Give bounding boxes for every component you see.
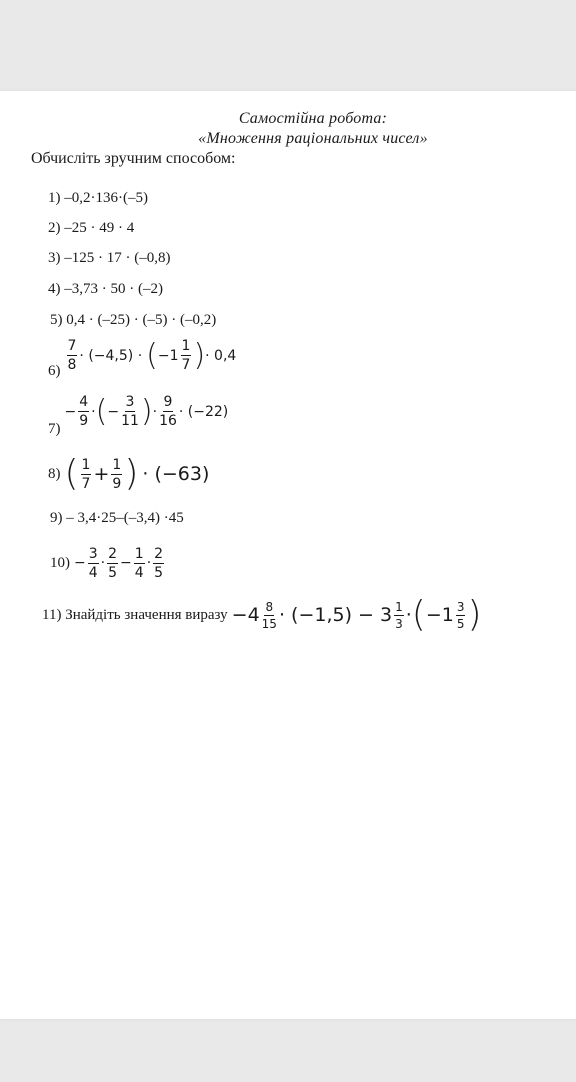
problem-11-text: 11) Знайдіть значення виразу	[42, 606, 228, 623]
fraction-9-16: $\frac{9}{16}$	[159, 394, 177, 429]
problem-8-label: 8)	[48, 465, 61, 482]
fraction-1-9: $\frac{1}{9}$	[112, 456, 122, 492]
worksheet-subtitle: «Множення раціональних чисел»	[198, 130, 428, 147]
problem-8-expression: ( $\frac{1}{7}$ + $\frac{1}{9}$ ) · (−63)	[64, 453, 210, 494]
fraction-7-8: $\frac{7}{8}$	[67, 338, 77, 373]
fraction-1-4: $\frac{1}{4}$	[134, 545, 144, 581]
worksheet-page	[0, 91, 576, 1019]
problem-11	[42, 594, 482, 636]
problem-8	[48, 451, 209, 497]
problem-7-label: 7)	[48, 421, 61, 437]
problem-10-label: 10)	[50, 554, 70, 571]
fraction-2-5: $\frac{2}{5}$	[154, 545, 164, 581]
fraction-1-7: $\frac{1}{7}$	[81, 456, 91, 492]
fraction-4-9: $\frac{4}{9}$	[79, 394, 89, 429]
fraction-8-15: $\frac{8}{15}$	[261, 599, 277, 631]
problem-10	[50, 542, 166, 584]
problem-5: 5) 0,4 · (–25) · (–5) · (–0,2)	[50, 312, 217, 328]
fraction-3-5: $\frac{3}{5}$	[456, 599, 465, 631]
problem-6	[48, 337, 237, 380]
worksheet-title: Самостійна робота:	[238, 110, 388, 127]
problem-10-expression: − $\frac{3}{4}$ · $\frac{2}{5}$ − $\frac{1}{4}$ · $\frac{2}{5}$	[74, 545, 164, 581]
problem-3: 3) –125 · 17 · (–0,8)	[48, 250, 171, 266]
fraction-3-11: $\frac{3}{11}$	[121, 394, 139, 429]
fraction-3-4: $\frac{3}{4}$	[88, 545, 98, 581]
problem-11-expression: −4 $\frac{8}{15}$ · (−1,5) − 3 $\frac{1}{3}$ · ( −1 $\frac{3}{5}$ )	[231, 594, 482, 635]
problem-7-expression: − $\frac{4}{9}$ · ( − $\frac{3}{11}$ ) · $\frac{9}{16}$ · (−22)	[64, 393, 229, 429]
problem-6-label: 6)	[48, 363, 61, 379]
problem-6-expression: $\frac{7}{8}$ · (−4,5) · ( −1 $\frac{1}{7}$ ) · 0,4	[67, 337, 237, 373]
problem-4: 4) –3,73 · 50 · (–2)	[48, 281, 163, 297]
problem-2: 2) –25 · 49 · 4	[48, 220, 135, 236]
problem-7	[48, 392, 228, 438]
problem-1: 1) –0,2·136·(–5)	[48, 190, 148, 206]
problem-9: 9) – 3,4·25–(–3,4) ·45	[50, 510, 184, 526]
instruction-text: Обчисліть зручним способом:	[31, 150, 236, 167]
fraction-1-3: $\frac{1}{3}$	[395, 599, 403, 631]
fraction-1-7: $\frac{1}{7}$	[181, 338, 191, 373]
fraction-2-5: $\frac{2}{5}$	[108, 545, 118, 581]
